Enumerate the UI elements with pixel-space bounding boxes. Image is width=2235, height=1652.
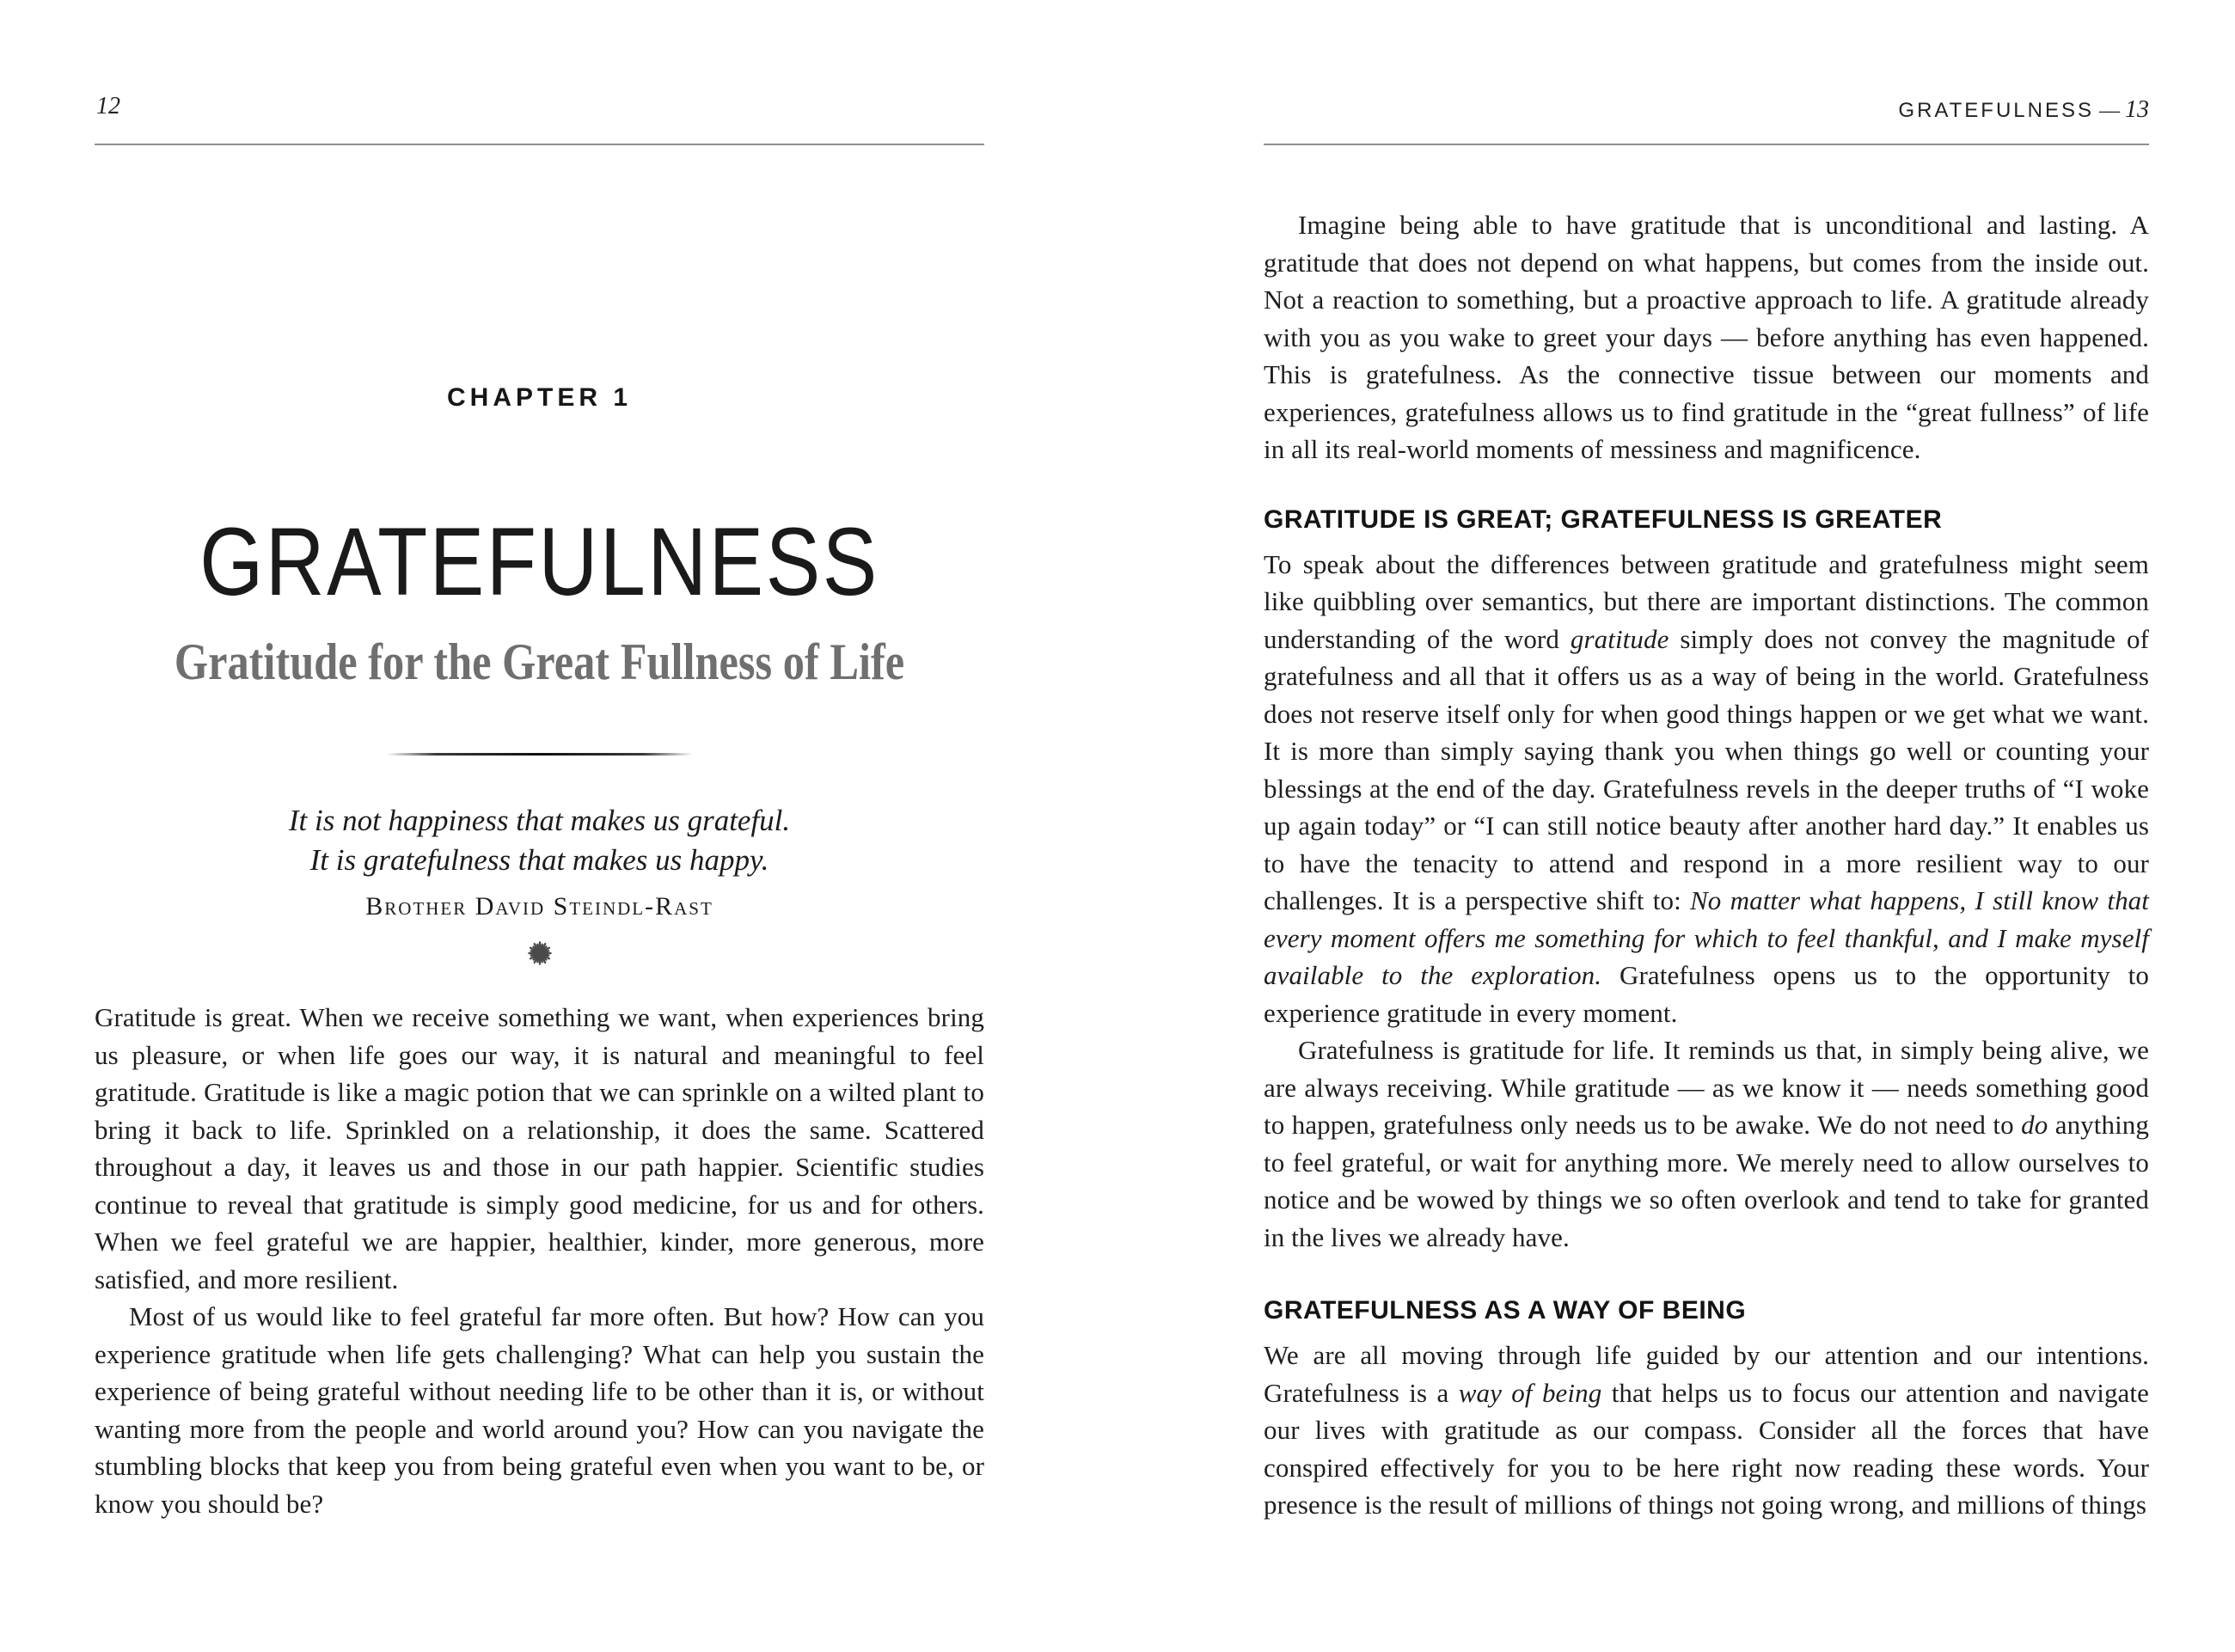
running-head-separator: — — [2094, 100, 2125, 122]
chapter-label: CHAPTER 1 — [446, 383, 633, 412]
running-title: GRATEFULNESS — [1898, 99, 2094, 122]
section-heading: GRATEFULNESS AS A WAY OF BEING — [1264, 1296, 1747, 1325]
text-segment: that helps us to focus our attention and navigate our lives with gratitude as our compass. Consider all the forces that have conspired effectively for you to be here right now reading these words. Your presence is the result of millions of things not going wrong, and millions of things — [1264, 1377, 2149, 1520]
right-page — [1264, 0, 2149, 1652]
header-rule-right — [1264, 144, 2149, 145]
text-segment: To speak about the differences between gratitude and gratefulness might seem like quibbling over semantics, but there are important distinctions. The common understanding of the word — [1264, 548, 2149, 654]
paragraph: Imagine being able to have gratitude that is unconditional and lasting. A gratitude that does not depend on what happens, but comes from the inside out. Not a reaction to something, but a proactive approach to life. A gratitude already with you as you wake to greet your days — before anything has even happened. This is gratefulness. As the connective tissue between our moments and experiences, gratefulness allows us to find gratitude in the “great fullness” of life in all its real-world moments of messiness and magnificence. — [1264, 210, 2149, 464]
page-number-right: 13 — [2125, 96, 2149, 123]
text-segment: simply does not convey the magnitude of gratefulness and all that it offers us as a way of being in the world. Gratefulness does not reserve itself only for when good things happen or we get what we want. It is more than simply saying thank you when things go well or counting your blessings at the end of the day. Gratefulness revels in the deeper truths of “I woke up again today” or “I can still notice beauty after another hard day.” It enables us to have the tenacity to attend and respond in a more resilient way to our challenges. It is a perspective shift to: — [1264, 623, 2149, 915]
text-segment: We are all moving through life guided by our attention and our intentions. Gratefulness is a — [1264, 1340, 2149, 1408]
chapter-title: GRATEFULNESS — [199, 508, 879, 615]
italic-segment: No matter what happens, I still know that every moment offers me something for which to feel thankful, and I make myself available to the exploration. — [1264, 885, 2149, 990]
paragraph: Gratitude is great. When we receive something we want, when experiences bring us pleasure, or when life goes our way, it is natural and meaningful to feel gratitude. Gratitude is like a magic potion that we can sprinkle on a wilted plant to bring it back to life. Sprinkled on a relationship, it does the same. Scattered throughout a day, it leaves us and those in our path happier. Scientific studies continue to reveal that gratitude is simply good medicine, for us and for others. When we feel grateful we are happier, healthier, kinder, more generous, more satisfied, and more resilient. — [95, 1002, 984, 1294]
text-segment: anything to feel grateful, or wait for anything more. We merely need to allow ourselves to notice and be wowed by things we so often overlook and tend to take for granted in the lives we already have. — [1264, 1110, 2150, 1252]
paragraph: Most of us would like to feel grateful far more often. But how? How can you experience gratitude when life gets challenging? What can help you sustain the experience of being grateful without needing life to be other than it is, or without wanting more from the people and world around you? How can you navigate the stumbling blocks that keep you from being grateful even when you want to be, or know you should be? — [95, 1301, 984, 1519]
italic-segment: gratitude — [1570, 623, 1669, 654]
italic-segment: way of being — [1458, 1377, 1602, 1408]
text-segment: Gratefulness opens us to the opportunity to experience gratitude in every moment. — [1264, 960, 2149, 1028]
epigraph-line: It is not happiness that makes us grateful. — [288, 804, 791, 837]
header-rule-left — [95, 144, 984, 145]
epigraph — [95, 801, 984, 927]
epigraph-attribution: Brother David Steindl-Rast — [365, 892, 713, 921]
paragraph — [1264, 1031, 2149, 1256]
divider-rule — [387, 753, 693, 756]
section-heading: GRATITUDE IS GREAT; GRATEFULNESS IS GREATER — [1264, 505, 1943, 534]
epigraph-line: It is gratefulness that makes us happy. — [309, 843, 769, 877]
page-number-left: 12 — [96, 93, 120, 119]
paragraph — [1264, 1337, 2149, 1524]
paragraph — [1264, 546, 2149, 1032]
sunburst-ornament-icon — [95, 940, 984, 966]
right-body-text — [1264, 206, 2149, 1524]
chapter-subtitle: Gratitude for the Great Fullness of Life — [174, 633, 905, 690]
text-segment: Gratefulness is gratitude for life. It reminds us that, in simply being alive, we are always receiving. While gratitude — as we know it — needs something good to happen, gratefulness only needs us to be awake. We do not need to — [1264, 1035, 2149, 1140]
italic-segment: do — [2021, 1110, 2048, 1140]
left-body-text — [95, 999, 984, 1522]
running-head — [1898, 96, 2149, 124]
left-page — [95, 0, 984, 1652]
